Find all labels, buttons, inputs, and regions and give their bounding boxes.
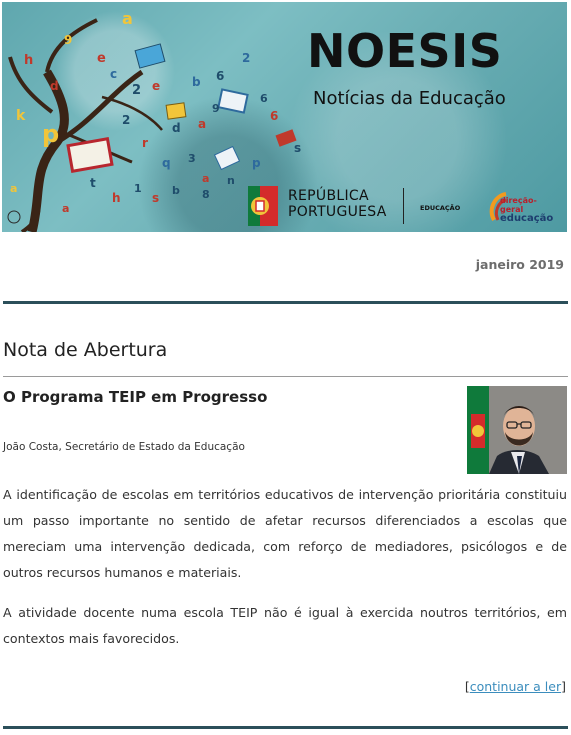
section-title-underline: [3, 376, 568, 377]
svg-text:3: 3: [188, 152, 196, 165]
continue-reading-link[interactable]: continuar a ler: [469, 679, 562, 694]
svg-text:d: d: [172, 121, 181, 135]
svg-text:d: d: [50, 79, 59, 93]
svg-text:a: a: [198, 117, 207, 131]
ministry-name: EDUCAÇÃO: [420, 204, 461, 212]
svg-text:p: p: [252, 156, 261, 170]
logo-divider: [403, 188, 404, 224]
svg-text:p: p: [42, 120, 60, 148]
svg-text:2: 2: [122, 113, 131, 127]
section-divider-bottom: [3, 726, 568, 729]
svg-text:b: b: [172, 184, 180, 197]
svg-text:2: 2: [242, 51, 251, 65]
svg-text:e: e: [152, 79, 161, 93]
svg-text:a: a: [10, 182, 18, 195]
svg-text:1: 1: [134, 182, 142, 195]
svg-text:e: e: [97, 51, 106, 66]
svg-text:s: s: [152, 191, 160, 205]
svg-text:b: b: [192, 75, 201, 89]
author-portrait: [467, 386, 567, 474]
svg-text:s: s: [294, 141, 302, 155]
portugal-crest-icon: [248, 186, 278, 226]
svg-text:6: 6: [260, 92, 268, 105]
svg-text:n: n: [227, 174, 235, 187]
svg-text:6: 6: [216, 69, 225, 83]
svg-text:2: 2: [132, 83, 142, 98]
svg-text:t: t: [90, 176, 96, 190]
section-title: Nota de Abertura: [3, 339, 168, 361]
svg-text:6: 6: [270, 109, 279, 123]
newsletter-subtitle: Notícias da Educação: [313, 88, 506, 109]
svg-text:a: a: [122, 9, 133, 28]
read-more: [continuar a ler]: [464, 679, 566, 694]
svg-text:r: r: [142, 136, 148, 150]
issue-date: janeiro 2019: [475, 257, 564, 272]
svg-text:h: h: [112, 191, 121, 205]
newsletter-title: NOESIS: [307, 24, 503, 78]
article-title: O Programa TEIP em Progresso: [3, 388, 268, 406]
svg-text:a: a: [202, 172, 210, 185]
section-divider-top: [3, 301, 568, 304]
svg-text:a: a: [62, 202, 70, 215]
author-photo: [467, 386, 567, 474]
article-author: João Costa, Secretário de Estado da Educação: [3, 441, 245, 453]
svg-text:c: c: [110, 67, 118, 81]
svg-text:9: 9: [64, 33, 73, 47]
republic-name: REPÚBLICA PORTUGUESA: [288, 188, 387, 220]
newsletter-banner: [2, 2, 567, 232]
svg-text:8: 8: [202, 188, 210, 201]
article-paragraph: A identificação de escolas em territórios educativos de intervenção prioritária constituiu um passo importante no sentido de afetar recursos diferenciados a escolas que mereciam uma intervenção dedicada, com reforço de mediadores, psicólogos e de outros recursos humanos e materiais.: [3, 487, 567, 580]
svg-text:h: h: [24, 53, 34, 68]
article-paragraph: A atividade docente numa escola TEIP não é igual à exercida noutros territórios, em contextos mais favorecidos.: [3, 605, 567, 646]
dge-text: direção-geral educação: [500, 196, 554, 224]
svg-text:k: k: [16, 108, 26, 124]
svg-text:q: q: [162, 156, 171, 170]
svg-text:9: 9: [212, 102, 220, 115]
dge-logo: [488, 190, 552, 224]
government-logos: [248, 186, 567, 228]
